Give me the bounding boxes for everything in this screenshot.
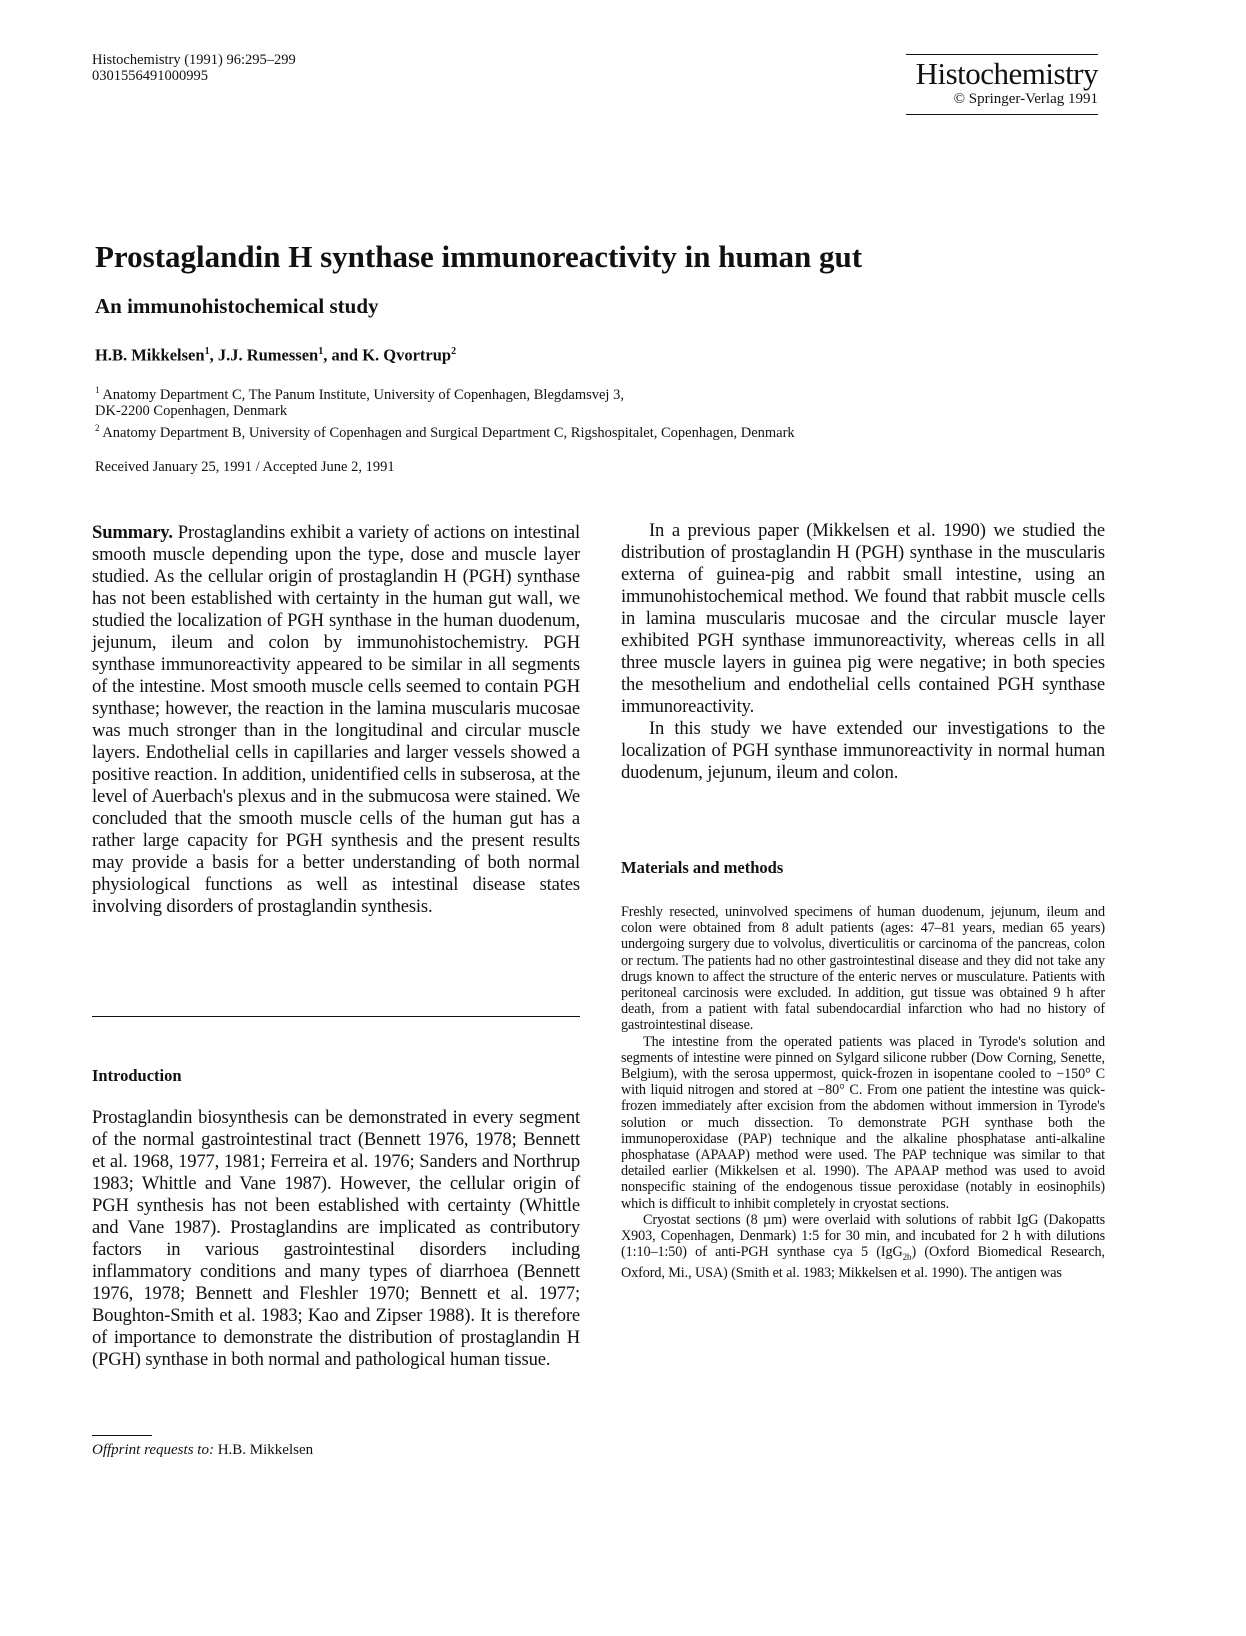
methods-heading: Materials and methods [621, 858, 784, 877]
methods-paragraph-2: The intestine from the operated patients was placed in Tyrode's solution and segments of intestine were pinned on Sylgard silicone rubber (Dow Corning, Senette, Belgium), with the serosa uppermost, quick-frozen in isopentane cooled to −150° C with liquid nitrogen and stored at −80° C. From one patient the intestine was quick-frozen immediately after excision from the abdomen without immersion in Tyrode's solution or much dissection. To demonstrate PGH synthase both the immunoperoxidase (PAP) technique and the alkaline phosphatase anti-alkaline phosphatase (APAAP) method were used. The PAP technique was similar to that detailed earlier (Mikkelsen et al. 1990). The APAAP method was used to avoid nonspecific staining of the endogenous tissue peroxidase (notably in eosinophils) which is difficult to inhibit completely in cryostat sections. [621, 1033, 1105, 1212]
affiliation-2 [95, 420, 1105, 441]
article-title: Prostaglandin H synthase immunoreactivity in human gut [95, 239, 863, 274]
journal-brand [906, 54, 1098, 115]
introduction-paragraph-3: In this study we have extended our investigations to the localization of PGH synthase immunoreactivity in normal human duodenum, jejunum, ileum and colon. [621, 718, 1105, 783]
author-3-affil: 2 [451, 346, 457, 357]
article-subtitle: An immunohistochemical study [95, 294, 379, 318]
received-dates: Received January 25, 1991 / Accepted June 2, 1991 [95, 459, 395, 475]
methods-body [621, 904, 1105, 1282]
author-3: K. Qvortrup [362, 345, 452, 365]
affiliation-1 [95, 382, 1105, 403]
methods-p3-sub: 2b [902, 1252, 912, 1263]
author-1: H.B. Mikkelsen [95, 345, 205, 365]
methods-p3-b: ) (Oxford Biomedical Research, Oxford, Mi., USA) (Smith et al. 1983; Mikkelsen et al. 1990). The antigen was [621, 1244, 1105, 1282]
footnote [92, 1441, 313, 1459]
summary-label: Summary. [92, 522, 173, 543]
affiliation-1-line1: Anatomy Department C, The Panum Institute, University of Copenhagen, Blegdamsvej 3, [99, 386, 624, 403]
brand-name: Histochemistry [915, 56, 1098, 91]
author-2-affil: 1 [318, 346, 324, 357]
affiliations [95, 382, 1105, 441]
author-sep-2: , and [323, 345, 363, 365]
journal-citation-block [92, 52, 296, 84]
author-2: J.J. Rumessen [217, 345, 319, 365]
introduction-paragraph-2: In a previous paper (Mikkelsen et al. 1990) we studied the distribution of prostaglandin H (PGH) synthase in the muscularis externa of guinea-pig and rabbit small intestine, using an immunohistochemical method. We found that rabbit muscle cells in lamina muscularis mucosae and the circular muscle layer exhibited PGH synthase immunoreactivity, whereas cells in all three muscle layers in guinea pig were negative; in both species the mesothelium and endothelial cells contained PGH synthase immunoreactivity. [621, 520, 1105, 717]
introduction-text: Prostaglandin biosynthesis can be demonstrated in every segment of the normal gastrointestinal tract (Bennett 1976, 1978; Bennett et al. 1968, 1977, 1981; Ferreira et al. 1976; Sanders and Northrup 1983; Whittle and Vane 1987). However, the cellular origin of PGH synthesis has not been established with certainty (Whittle and Vane 1987). Prostaglandins are implicated as contributory factors in various gastrointestinal disorders including inflammatory conditions and many types of diarrhoea (Bennett 1976, 1978; Bennett and Fleshler 1970; Bennett et al. 1977; Boughton-Smith et al. 1983; Kao and Zipser 1988). It is therefore of importance to demonstrate the distribution of prostaglandin H (PGH) synthase in both normal and pathological human tissue. [92, 1107, 580, 1370]
brand-rule-top [906, 54, 1098, 55]
introduction-continued [621, 520, 1105, 784]
affiliation-2-mark: 2 [95, 422, 100, 433]
author-sep-1: , [209, 345, 218, 365]
footnote-label: Offprint requests to: [92, 1442, 214, 1458]
introduction-paragraph-1 [92, 1107, 580, 1371]
affiliation-1-line2: DK-2200 Copenhagen, Denmark [95, 403, 288, 420]
affiliation-2-line1: Anatomy Department B, University of Copenhagen and Surgical Department C, Rigshospitalet, Copenhagen, Denmark [99, 424, 795, 441]
affiliation-1-mark: 1 [95, 385, 100, 395]
introduction-heading: Introduction [92, 1066, 182, 1085]
methods-paragraph-1: Freshly resected, uninvolved specimens of human duodenum, jejunum, ileum and colon were obtained from 8 adult patients (ages: 47–81 years, median 65 years) undergoing surgery due to volvolus, diverticulitis or carcinoma of the pancreas, colon or rectum. The patients had no other gastrointestinal disease and they did not take any drugs known to affect the structure of the enteric nerves or musculature. Patients with peritoneal carcinosis were excluded. In addition, gut tissue was obtained 9 h after death, from a patient with fatal subendocardial infarction who had no history of gastrointestinal disease. [621, 904, 1105, 1034]
author-1-affil: 1 [204, 346, 210, 357]
brand-publisher: © Springer-Verlag 1991 [906, 91, 1098, 115]
section-divider [92, 1016, 580, 1017]
journal-code: 0301556491000995 [92, 68, 208, 84]
summary-text: Prostaglandins exhibit a variety of actions on intestinal smooth muscle depending upon the type, dose and muscle layer studied. As the cellular origin of prostaglandin H (PGH) synthase has not been established with certainty in the human gut wall, we studied the localization of PGH synthase in the human duodenum, jejunum, ileum and colon by immunohistochemistry. PGH synthase immunoreactivity appeared to be similar in all segments of the intestine. Most smooth muscle cells seemed to contain PGH synthase; however, the reaction in the lamina muscularis mucosae was much stronger than in the longitudinal and circular muscle layers. Endothelial cells in capillaries and larger vessels showed a positive reaction. In addition, unidentified cells in subserosa, at the level of Auerbach's plexus and in the submucosa were stained. We concluded that the smooth muscle cells of the human gut has a rather large capacity for PGH synthesis and the present results may provide a basis for a better understanding of both normal physiological functions as well as intestinal disease states involving disorders of prostaglandin synthesis. [92, 522, 580, 917]
methods-paragraph-3 [621, 1212, 1105, 1282]
author-list [95, 342, 456, 366]
methods-p3-a: Cryostat sections (8 µm) were overlaid with solutions of rabbit IgG (Dakopatts X903, Copenhagen, Denmark) 1:5 for 30 min, and incubated for 2 h with dilutions (1:10–1:50) of anti-PGH synthase cya 5 (IgG [621, 1211, 1105, 1261]
summary [92, 522, 580, 918]
journal-citation: Histochemistry (1991) 96:295–299 [92, 52, 296, 68]
footnote-name: H.B. Mikkelsen [213, 1442, 314, 1458]
footnote-rule [92, 1435, 152, 1436]
